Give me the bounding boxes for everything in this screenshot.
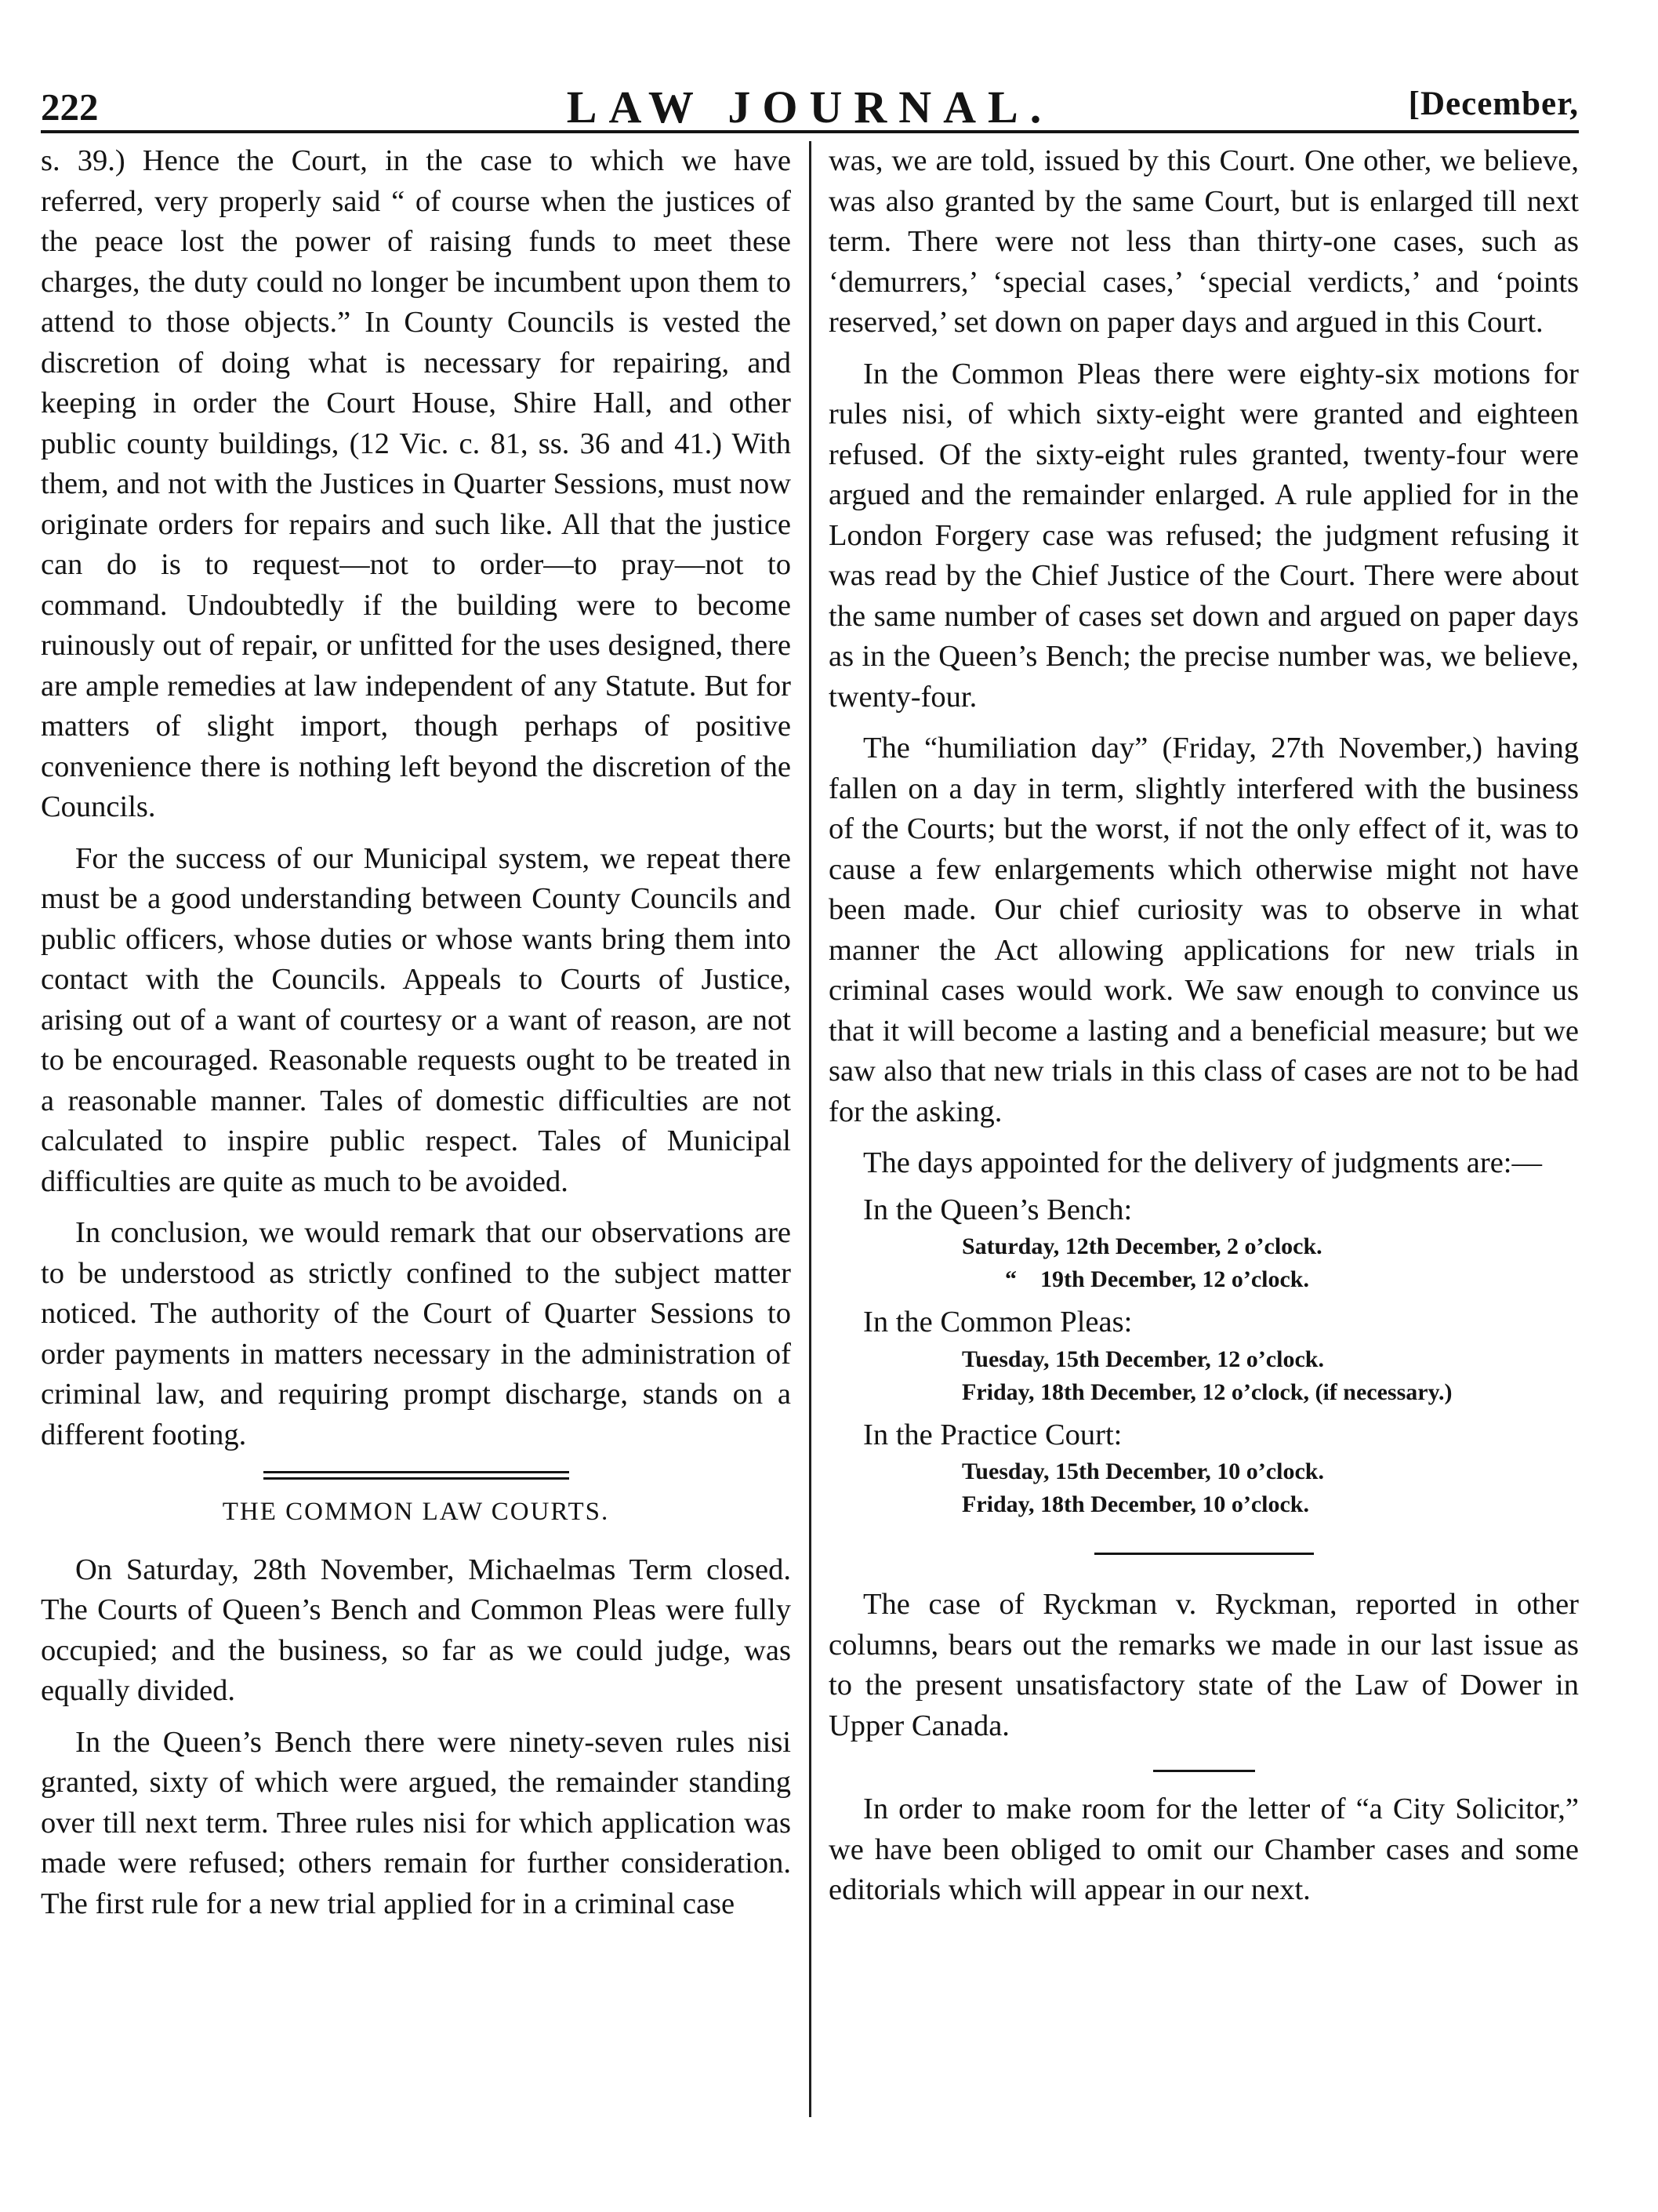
paragraph: In the Common Pleas there were eighty-six motions for rules nisi, of which sixty-eight were granted and eighteen refused. Of the sixty-eight rules granted, twenty-four were argued and the remainder enlarged. A rule applied for in the London Forgery case was refused; the judgment refusing it was read by the Chief Justice of the Court. There were about the same number of cases set down and argued on paper days as in the Queen’s Bench; the precise number was, we believe, twenty-four.	[829, 357, 1579, 714]
paragraph: The days appointed for the delivery of judgments are:—	[863, 1146, 1542, 1179]
judgment-dates	[962, 1343, 1579, 1409]
page-number: 222	[41, 85, 99, 129]
double-rule-divider	[263, 1471, 569, 1480]
section-heading: THE COMMON LAW COURTS.	[222, 1498, 610, 1526]
paragraph: On Saturday, 28th November, Michaelmas Term closed. The Courts of Queen’s Bench and Common Pleas were fully occupied; and the business, so far as we could judge, was equally divided.	[41, 1553, 791, 1707]
date-line: Friday, 18th December, 12 o’clock, (if necessary.)	[962, 1378, 1453, 1405]
date-text: 19th December, 12 o’clock.	[1040, 1266, 1309, 1292]
journal-page	[41, 55, 1579, 2172]
date-line: Friday, 18th December, 10 o’clock.	[962, 1491, 1309, 1517]
court-heading: In the Queen’s Bench:	[863, 1193, 1133, 1226]
date-line: Tuesday, 15th December, 12 o’clock.	[962, 1346, 1324, 1372]
court-heading: In the Practice Court:	[863, 1418, 1123, 1451]
page-header	[41, 55, 1579, 133]
ditto-mark: “	[1005, 1266, 1017, 1292]
paragraph: For the success of our Municipal system, we repeat there must be a good understanding between County Councils and public officers, whose duties or whose wants bring them into contact with the Councils. Appeals to Courts of Justice, arising out of a want of courtesy or a want of reason, are not to be encouraged. Reasonable requests ought to be treated in a reasonable manner. Tales of domestic difficulties are not calculated to inspire public respect. Tales of Municipal difficulties are quite as much to be avoided.	[41, 841, 791, 1198]
column-rule	[809, 141, 811, 2117]
court-heading: In the Common Pleas:	[863, 1306, 1133, 1338]
paragraph: In conclusion, we would remark that our observations are to be understood as strictly confined to the subject matter noticed. The authority of the Court of Quarter Sessions to order payments in matters necessary in the administration of criminal law, and requiring prompt discharge, stands on a different footing.	[41, 1216, 791, 1451]
date-line: Tuesday, 15th December, 10 o’clock.	[962, 1458, 1324, 1484]
text-columns	[41, 141, 1579, 2117]
header-month: [December,	[1408, 85, 1579, 122]
paragraph: was, we are told, issued by this Court. One other, we believe, was also granted by the same Court, but is enlarged till next term. There were not less than thirty-one cases, such as ‘demurrers,’ ‘special cases,’ ‘special verdicts,’ and ‘points reserved,’ set down on paper days and argued in this Court.	[829, 144, 1579, 339]
paragraph: In order to make room for the letter of “a City Solicitor,” we have been obliged to omit our Chamber cases and some editorials which will appear in our next.	[829, 1792, 1579, 1906]
divider-rule	[1153, 1770, 1255, 1772]
paragraph: In the Queen’s Bench there were ninety-seven rules nisi granted, sixty of which were argued, the remainder standing over till next term. Three rules nisi for which application was made were refused; others remain for further consideration. The first rule for a new trial applied for in a criminal case	[41, 1725, 791, 1920]
right-column	[829, 141, 1579, 1911]
paragraph: The case of Ryckman v. Ryckman, reported in other columns, bears out the remarks we made in our last issue as to the present unsatisfactory state of the Law of Dower in Upper Canada.	[829, 1588, 1579, 1742]
judgment-dates	[962, 1455, 1579, 1521]
divider-rule	[1094, 1553, 1314, 1555]
date-line	[962, 1263, 1579, 1296]
date-line: Saturday, 12th December, 2 o’clock.	[962, 1233, 1322, 1259]
paragraph: s. 39.) Hence the Court, in the case to which we have referred, very properly said “ of course when the justices of the peace lost the power of raising funds to meet these charges, the duty could no longer be incumbent upon them to attend to those objects.” In County Councils is vested the discretion of doing what is necessary for repairing, and keeping in order the Court House, Shire Hall, and other public county buildings, (12 Vic. c. 81, ss. 36 and 41.) With them, and not with the Justices in Quarter Sessions, must now originate orders for repairs and such like. All that the justice can do is to request—not to order—to pray—not to command. Undoubtedly if the building were to become ruinously out of repair, or unfitted for the uses designed, there are ample remedies at law independent of any Statute. But for matters of slight import, though perhaps of positive convenience there is nothing left beyond the discretion of the Councils.	[41, 144, 791, 823]
paragraph: The “humiliation day” (Friday, 27th November,) having fallen on a day in term, slightly interfered with the business of the Courts; but the worst, if not the only effect of it, was to cause a few enlargements which otherwise might not have been made. Our chief curiosity was to observe in what manner the Act allowing applications for new trials in criminal cases would work. We saw enough to convince us that it will become a lasting and a beneficial measure; but we saw also that new trials in this class of cases are not to be had for the asking.	[829, 732, 1579, 1128]
judgment-dates	[962, 1230, 1579, 1296]
left-column	[41, 141, 791, 1924]
journal-title: LAW JOURNAL.	[566, 82, 1054, 133]
